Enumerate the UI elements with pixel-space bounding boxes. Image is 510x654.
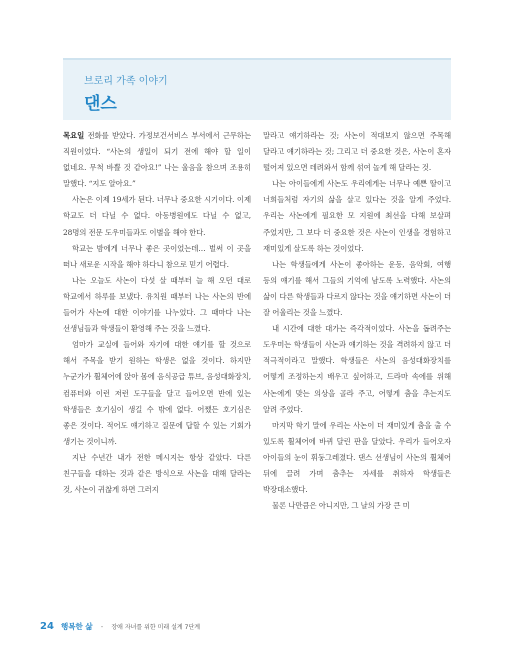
paragraph: 물론 나만큼은 아니지만, 그 날의 가장 큰 미 [272,501,410,511]
paragraph: 엄마가 교실에 들어와 자기에 대한 얘기를 할 것으로 해서 주목을 받기 원하는 학생은 없을 것이다. 하지만 누군가가 휠체어에 앉아 몸에 음식공급 튜브, 음성대화장치, 컴퓨터와 이런 저런 도구들을 달고 들어오면 반에 있는 학생들은 호기심이 생길 수 밖에 없다. 어쨌든 호기심은 좋은 것이다. 적어도 얘기하고 질문에 답할 수 있는 기회가 생기는 것이니까. [63,340,251,446]
right-column [263,128,451,514]
series-label: 브로리 가족 이야기 [84,76,168,87]
book-subtitle: 장애 자녀를 위한 미래 설계 7단계 [111,624,201,631]
paragraph: 말라고 얘기하라는 것; 사논이 적대보지 않으면 주목해 달라고 얘기하라는 것; 그리고 더 중요한 것은, 사논이 혼자 떨어져 있으면 데려와서 함께 섞여 놀게 해 달라는 것. [263,131,451,173]
paragraph [63,128,251,192]
paragraph-text: 전화를 받았다. 가정보건서비스 부서에서 근무하는 직원이었다. “사논의 생일이 되기 전에 해야 할 일이 없네요. 무척 바쁠 것 같아요!” 나는 울음을 참으며 조용히 말했다. “지도 알아요.” [63,131,251,189]
book-title: 행복한 삶 [61,622,93,631]
paragraph: 나는 학생들에게 사논이 좋아하는 운동, 음악회, 여행 등의 얘기를 해서 그들의 기억에 남도록 노력했다. 사논의 삶이 다른 학생들과 다르지 않다는 것을 얘기하면 사논이 더 잘 어울리는 것을 느꼈다. [263,259,451,318]
lead-word: 목요일 [63,131,85,140]
paragraph: 학교는 밤에게 너무나 좋은 곳이었는데… 벌써 이 곳을 떠나 새로운 시작을 해야 하다니 참으로 믿기 어렵다. [63,243,251,269]
article-header-box [63,58,451,120]
page-number: 24 [40,621,54,632]
page-footer [40,614,200,633]
paragraph: 나는 아이들에게 사논도 우리에게는 너무나 예쁜 딸이고 너희들처럼 자기의 삶을 살고 있다는 것을 알게 주었다. 우리는 사논에게 필요한 모 지원에 최선을 다해 보살펴 주었지만, 그 보다 더 중요한 것은 사논이 인생을 경험하고 재미있게 살도록 하는 것이었다. [263,179,451,253]
article-title: 댄스 [84,94,117,114]
paragraph: 내 시간에 대한 대가는 즉각적이었다. 사논을 돕려주는 도우미는 학생들이 사논과 얘기하는 것을 격려하지 않고 더 적극적이라고 말했다. 학생들은 사논의 음성대화장치를 어떻게 조정하는지 배우고 싶어하고, 드라마 속에를 위해 사논에게 맞는 의상을 골라 주고, 어떻게 춤을 추는지도 알려 주었다. [263,324,451,414]
paragraph: 마지막 학기 말에 우리는 사논이 더 재미있게 춤을 출 수 있도록 휠체어에 바퀴 달린 판을 달았다. 우리가 들어오자 아이들의 눈이 휘둥그레졌다. 댄스 선생님이 사논의 휠체어 뒤에 끌려 가며 춤추는 자세를 취하자 학생들은 박장대소했다. [263,420,451,495]
paragraph: 사논은 이제 19세가 된다. 너무나 중요한 시기이다. 이제 학교도 더 다닐 수 없다. 아동병원에도 다닐 수 없고, 28명의 전문 도우미들과도 이별을 해야 한다. [63,195,251,237]
footer-separator: - [100,623,104,631]
paragraph: 지난 수년간 내가 전한 메시지는 항상 같았다. 다른 친구들을 대하는 것과 같은 방식으로 사논을 대해 달라는 것, 사논이 귀찮게 하면 그러지 [63,452,251,495]
left-column [63,128,251,498]
paragraph: 나는 오늘도 사논이 다섯 살 때부터 늘 해 오던 대로 학교에서 하루를 보냈다. 유치원 때부터 나는 사논의 반에 들어가 사논에 대한 이야기를 나누었다. 그 때마다 나는 선생님들과 학생들이 환영해 주는 것을 느꼈다. [63,275,251,334]
